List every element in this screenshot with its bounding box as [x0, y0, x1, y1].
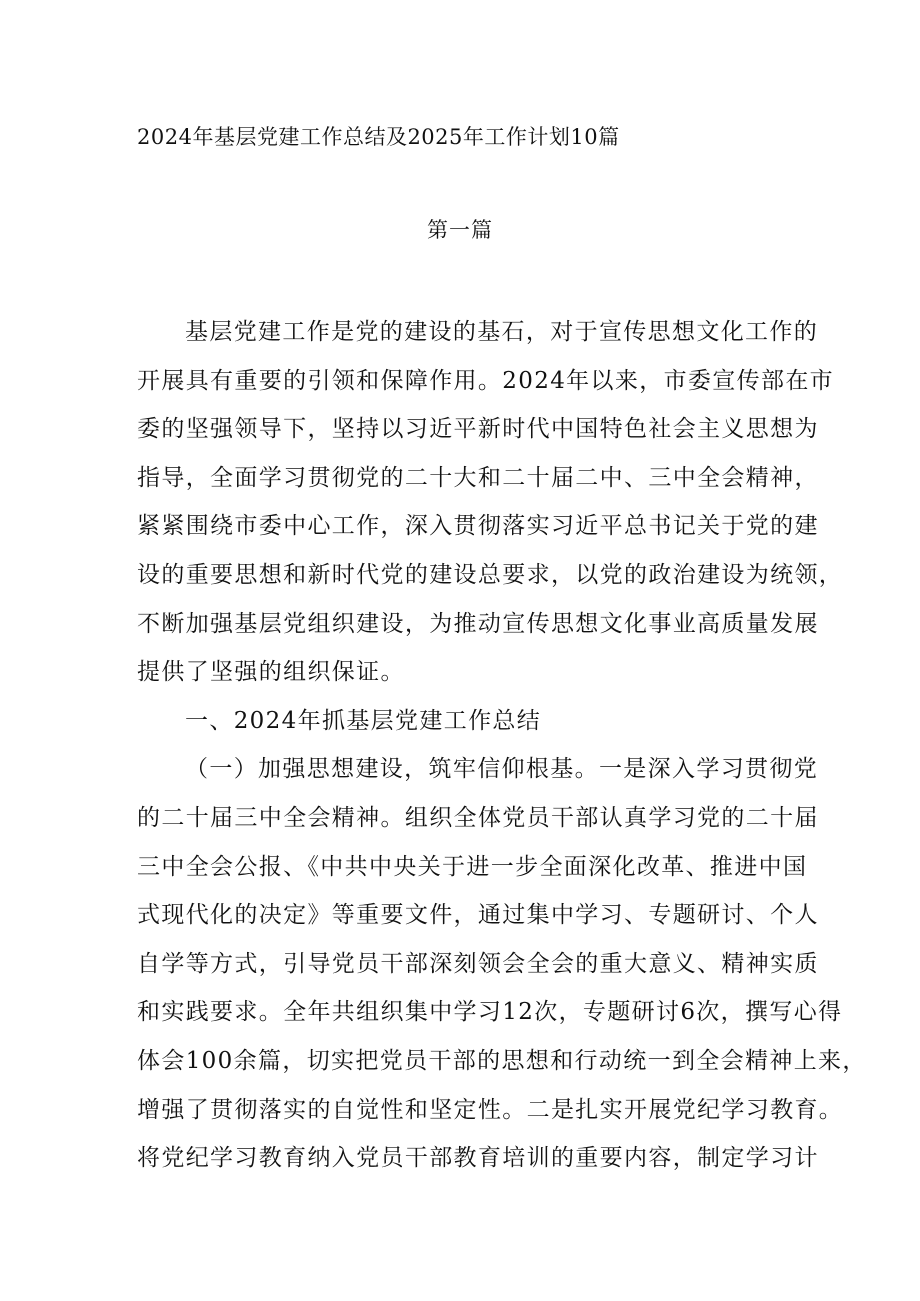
subsection-heading: 一、2024年抓基层党建工作总结: [185, 707, 542, 734]
paragraph-line: 的二十届三中全会精神。组织全体党员干部认真学习党的二十届: [137, 804, 819, 831]
paragraph-line: 开展具有重要的引领和保障作用。2024年以来，市委宣传部在市: [137, 367, 835, 394]
paragraph-line: 体会100余篇，切实把党员干部的思想和行动统一到全会精神上来，: [137, 1047, 867, 1074]
paragraph-line: 自学等方式，引导党员干部深刻领会全会的重大意义、精神实质: [137, 950, 819, 977]
section-heading: 第一篇: [427, 218, 493, 242]
paragraph-line: 指导，全面学习贯彻党的二十大和二十届二中、三中全会精神，: [137, 464, 819, 491]
paragraph-line: 式现代化的决定》等重要文件，通过集中学习、专题研讨、个人: [137, 902, 819, 929]
paragraph-line: 基层党建工作是党的建设的基石，对于宣传思想文化工作的: [185, 319, 819, 345]
paragraph-line: 和实践要求。全年共组织集中学习12次，专题研讨6次，撰写心得: [137, 999, 843, 1026]
paragraph-line: 三中全会公报、《中共中央关于进一步全面深化改革、推进中国: [137, 853, 808, 880]
paragraph-line: 委的坚强领导下，坚持以习近平新时代中国特色社会主义思想为: [137, 416, 819, 443]
paragraph-line: 不断加强基层党组织建设，为推动宣传思想文化事业高质量发展: [137, 610, 819, 637]
paragraph-line: 将党纪学习教育纳入党员干部教育培训的重要内容，制定学习计: [137, 1145, 819, 1172]
document-title: 2024年基层党建工作总结及2025年工作计划10篇: [137, 125, 620, 149]
paragraph-line: 紧紧围绕市委中心工作，深入贯彻落实习近平总书记关于党的建: [137, 513, 819, 540]
paragraph-line: （一）加强思想建设，筑牢信仰根基。一是深入学习贯彻党: [185, 756, 819, 783]
document-body: [137, 308, 867, 1183]
paragraph-line: 设的重要思想和新时代党的建设总要求，以党的政治建设为统领，: [137, 561, 844, 588]
paragraph-line: 提供了坚强的组织保证。: [137, 659, 405, 686]
paragraph-line: 增强了贯彻落实的自觉性和坚定性。二是扎实开展党纪学习教育。: [137, 1096, 844, 1123]
